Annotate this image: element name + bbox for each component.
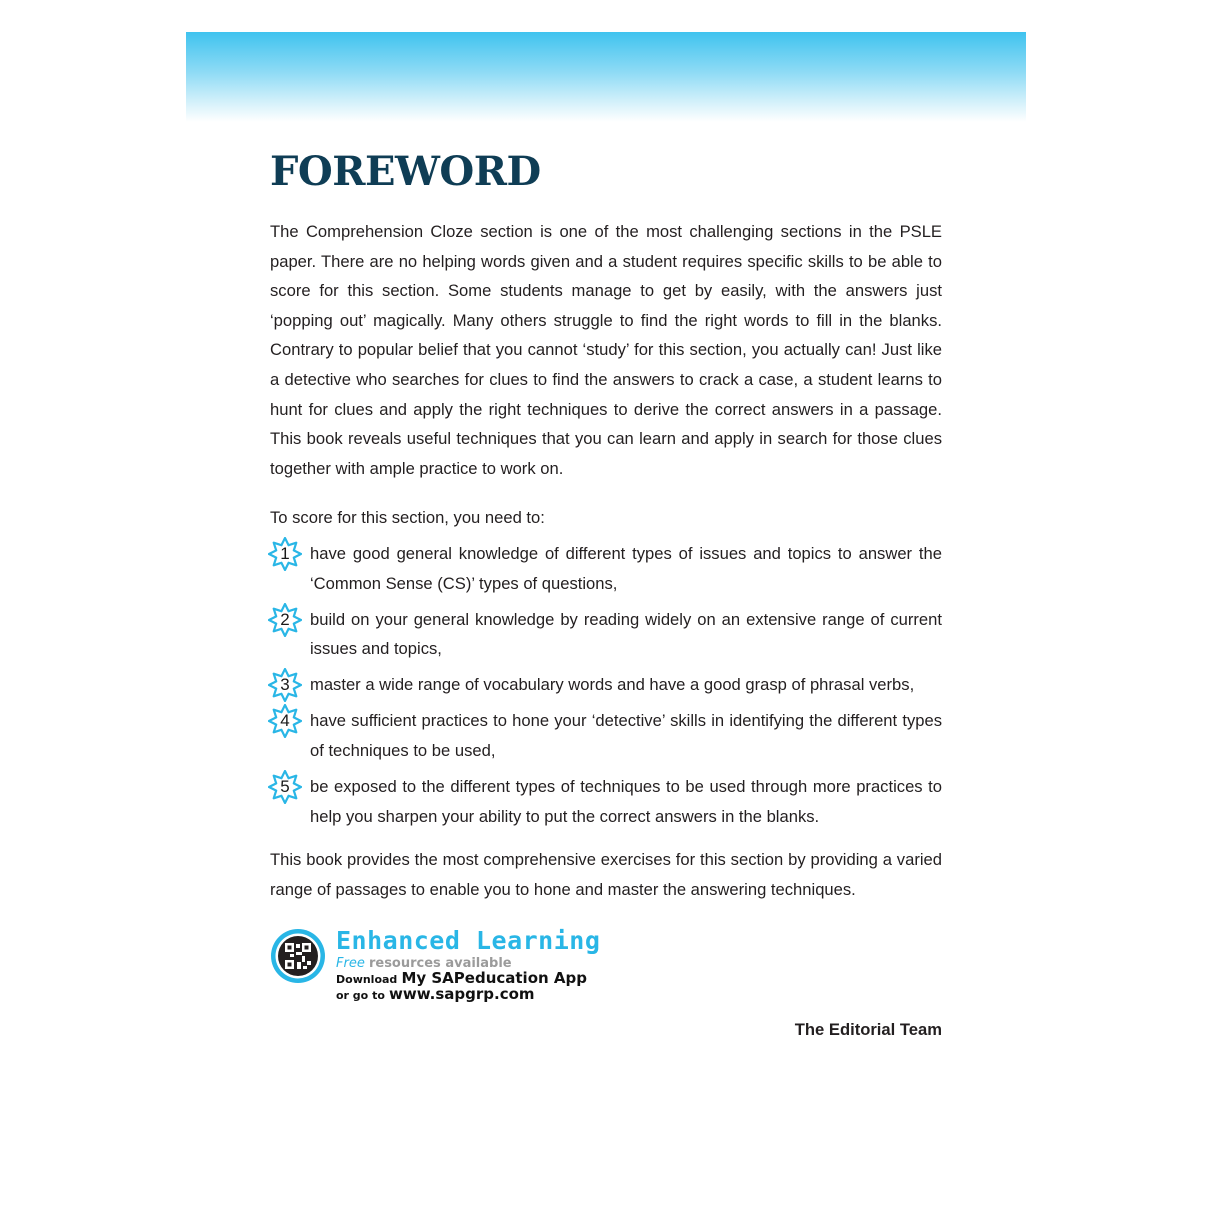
star-badge-icon: [268, 704, 302, 738]
promo-text: [336, 926, 676, 1003]
promo-title: Enhanced Learning: [336, 926, 601, 956]
steps-lead: To score for this section, you need to:: [270, 508, 545, 528]
star-badge-icon: [268, 603, 302, 637]
step-text: master a wide range of vocabulary words and have a good grasp of phrasal verbs,: [310, 675, 915, 695]
step-text: have good general knowledge of different types of issues and topics to answer the ‘Common Sense (CS)’ types of questions,: [310, 543, 942, 593]
star-badge-icon: [268, 537, 302, 571]
download-app-link[interactable]: My SAPeducation App: [401, 969, 587, 988]
star-badge-icon: [268, 668, 302, 702]
closing-paragraph: This book provides the most comprehensive exercises for this section by providing a varied range of passages to enable you to hone and master the answering techniques.: [270, 850, 942, 899]
step-number: 1: [280, 543, 290, 563]
step-text: build on your general knowledge by reading widely on an extensive range of current issues and topics,: [310, 609, 942, 659]
step-text: be exposed to the different types of techniques to be used through more practices to help you sharpen your ability to put the correct answers in the blanks.: [310, 777, 942, 826]
signature: The Editorial Team: [794, 1020, 942, 1040]
free-word: Free: [336, 956, 365, 972]
goto-prefix: or go to: [336, 989, 385, 1003]
star-badge-icon: [268, 770, 302, 804]
download-prefix: Download: [336, 973, 398, 987]
step-number: 4: [280, 711, 290, 731]
step-item: [270, 539, 942, 598]
step-number: 5: [280, 777, 290, 797]
page-content: [270, 146, 942, 1042]
step-number: 2: [280, 609, 290, 629]
step-text: have sufficient practices to hone your ‘detective’ skills in identifying the different types of techniques to be used,: [310, 711, 942, 760]
steps-list: [270, 539, 942, 831]
header-band: [186, 32, 1026, 122]
step-number: 3: [280, 675, 290, 695]
step-item: [270, 706, 942, 765]
step-item: [270, 605, 942, 664]
website-link[interactable]: www.sapgrp.com: [389, 985, 535, 1004]
free-resources-text: resources available: [368, 956, 512, 972]
qr-app-icon: [270, 928, 326, 984]
step-item: [270, 670, 942, 700]
promo-goto-line: [336, 987, 676, 1003]
page-title: FOREWORD: [270, 148, 541, 195]
step-item: [270, 772, 942, 831]
intro-paragraph: The Comprehension Cloze section is one of the most challenging sections in the PSLE paper. There are no helping words given and a student requires specific skills to be able to score for this section. Some students manage to get by easily, with the answers just ‘popping out’ magically. Many others struggle to find the right words to fill in the blanks. Contrary to popular belief that you cannot ‘study’ for this section, you actually can! Just like a detective who searches for clues to find the answers to crack a case, a student learns to hunt for clues and apply the right techniques to derive the correct answers in a passage. This book reveals useful techniques that you can learn and apply in search for those clues together with ample practice to work on.: [270, 222, 942, 478]
enhanced-learning-promo: [270, 926, 942, 1008]
